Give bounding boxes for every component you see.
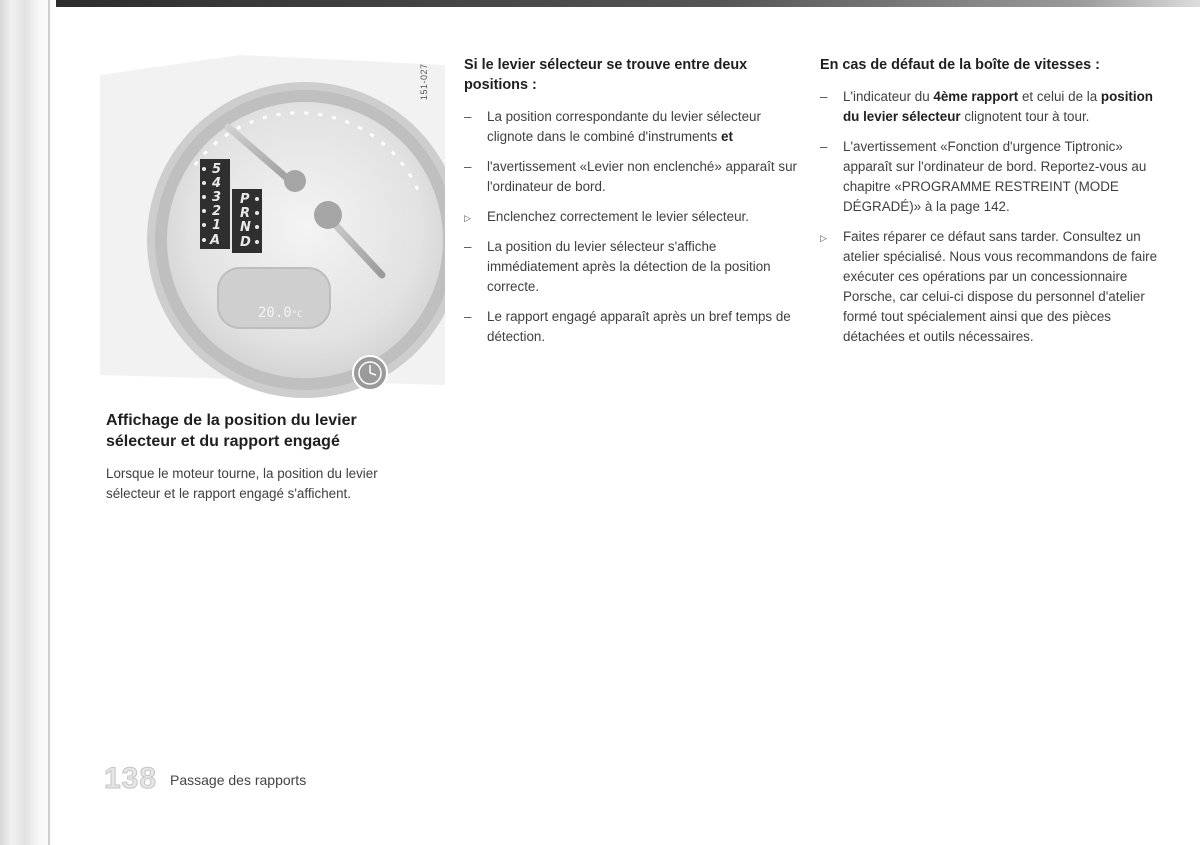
item-bold-text: position du levier sélecteur (843, 89, 1153, 124)
dash-marker: – (464, 109, 472, 124)
dash-marker: – (464, 159, 472, 174)
dash-marker: – (464, 239, 472, 254)
lever-d: D (240, 235, 251, 250)
instrument-cluster-illustration (100, 55, 445, 400)
item-text: La position correspondante du levier sélecteur clignote dans le combiné d'instruments (487, 109, 761, 144)
item-text: Faites réparer ce défaut sans tarder. Consultez un atelier spécialisé. Nous vous recommandons de faire exécuter ces opérations par un concessionnaire Porsche, car celui-ci dispose du personnel d'atelier formé tout spécialement ainsi que des pièces détachées et outils nécessaires. (843, 229, 1158, 344)
section-heading: Affichage de la position du levier sélecteur et du rapport engagé (106, 412, 357, 450)
right-heading: En cas de défaut de la boîte de vitesses : (820, 57, 1100, 73)
dash-marker: – (820, 139, 828, 154)
gear-2: 2 (212, 204, 222, 219)
figure-code: 151-027 (419, 63, 429, 101)
list-item (464, 207, 799, 227)
gear-3: 3 (212, 190, 222, 205)
lever-r: R (240, 206, 251, 221)
item-text: l'avertissement «Levier non enclenché» apparaît sur l'ordinateur de bord. (487, 159, 797, 194)
item-text: Enclenchez correctement le levier sélecteur. (487, 209, 749, 224)
item-text: La position du levier sélecteur s'affiche immédiatement après la détection de la position correcte. (487, 239, 771, 294)
middle-heading: Si le levier sélecteur se trouve entre deux positions : (464, 57, 748, 93)
dash-marker: – (464, 309, 472, 324)
right-column (820, 55, 1160, 357)
top-edge-bar (0, 0, 1200, 7)
clock-badge-icon (353, 356, 387, 390)
list-item (464, 307, 799, 347)
item-text: et celui de la (1018, 89, 1101, 104)
right-list (820, 87, 1160, 347)
triangle-marker-icon: ▷ (464, 213, 471, 223)
lever-p: P (240, 192, 250, 207)
dash-marker: – (820, 89, 828, 104)
middle-column (464, 55, 799, 357)
list-item (464, 157, 799, 197)
list-item (820, 87, 1160, 127)
item-text: L'avertissement «Fonction d'urgence Tiptronic» apparaît sur l'ordinateur de bord. Reportez-vous au chapitre «PROGRAMME RESTREINT (MODE DÉGRADÉ)» à la page 142. (843, 139, 1147, 214)
left-column (106, 410, 426, 504)
lever-n: N (240, 220, 251, 235)
list-item (464, 107, 799, 147)
item-bold-text: 4ème rapport (933, 89, 1019, 104)
item-text: clignotent tour à tour. (960, 109, 1090, 124)
needle-upper-hub (284, 170, 306, 192)
list-item (820, 137, 1160, 217)
section-body-text: Lorsque le moteur tourne, la position du levier sélecteur et le rapport engagé s'affichent. (106, 466, 378, 501)
footer-section-title: Passage des rapports (170, 772, 307, 788)
page-number: 138 (104, 762, 158, 795)
middle-list (464, 107, 799, 347)
display-temperature: 20.0°C (258, 305, 303, 321)
triangle-marker-icon: ▷ (820, 233, 827, 243)
needle-lower-hub (314, 201, 342, 229)
gear-1: 1 (212, 218, 222, 233)
binding-line (48, 0, 50, 845)
item-text: Le rapport engagé apparaît après un bref temps de détection. (487, 309, 791, 344)
item-text: L'indicateur du (843, 89, 934, 104)
gear-a: A (210, 233, 221, 248)
gear-5: 5 (212, 162, 222, 177)
item-bold-text: et (721, 129, 733, 144)
list-item (464, 237, 799, 297)
gear-4: 4 (212, 176, 222, 191)
list-item (820, 227, 1160, 347)
